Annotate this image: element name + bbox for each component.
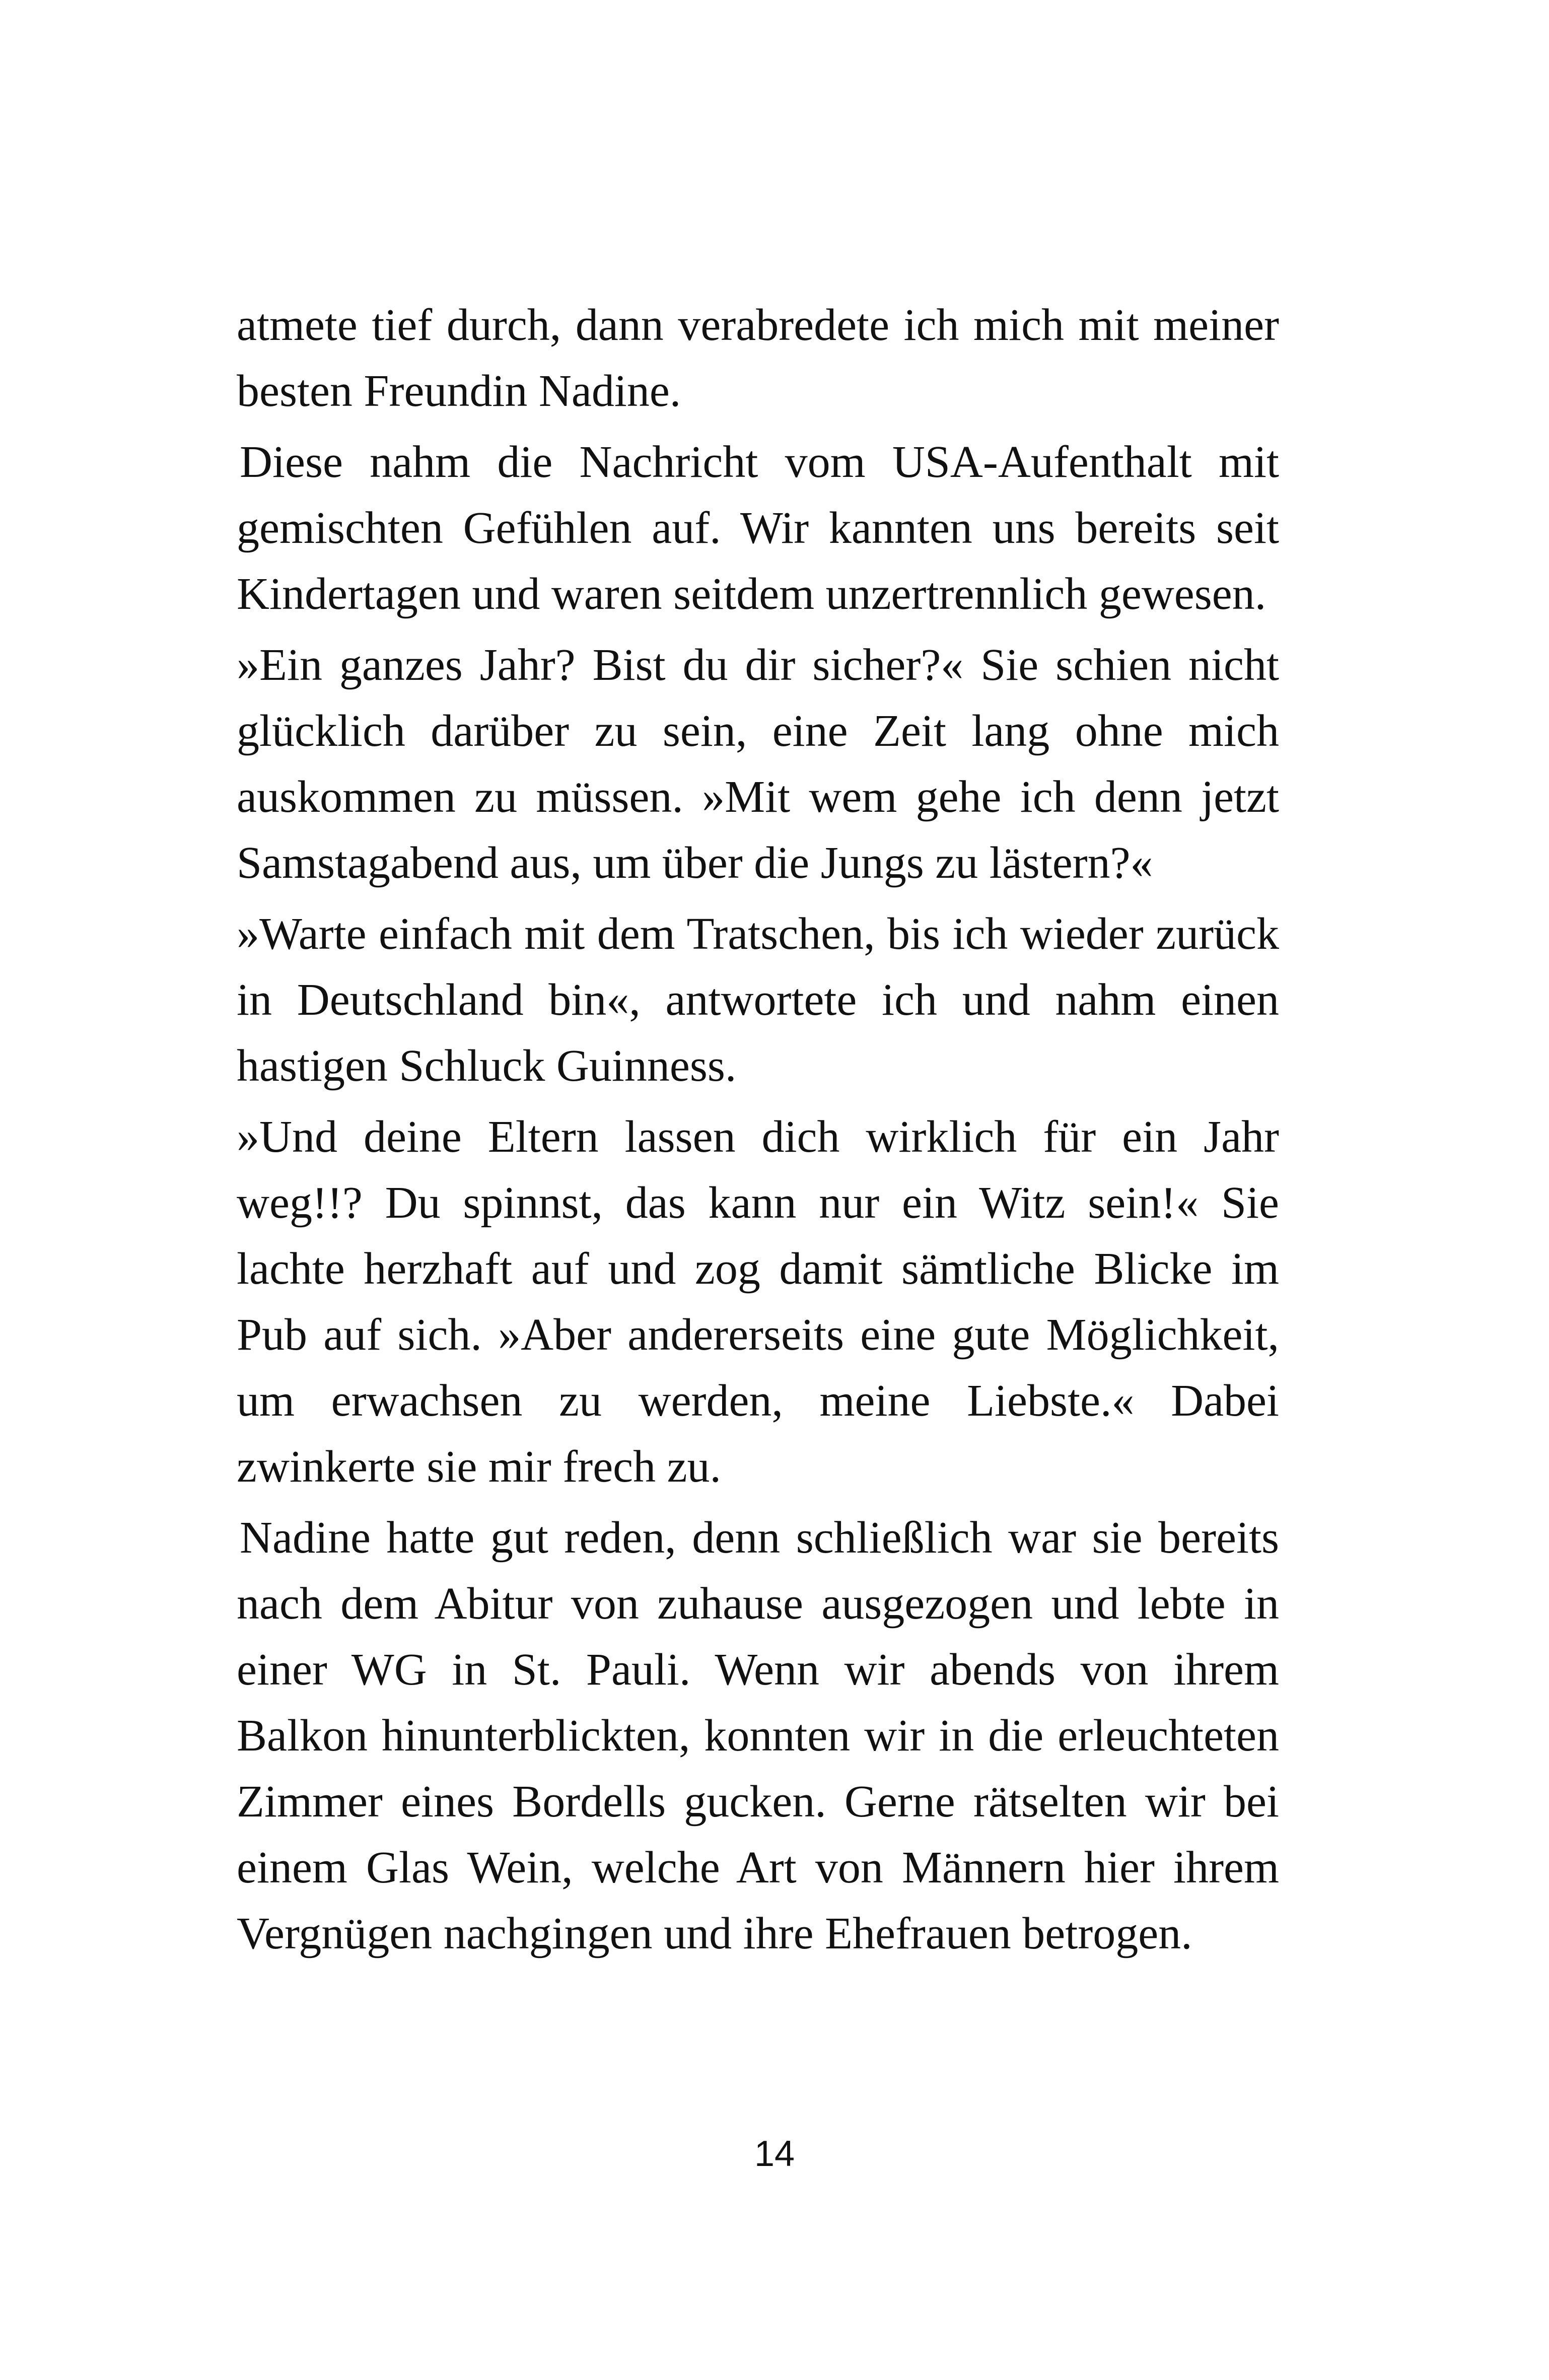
paragraph: Diese nahm die Nachricht vom USA-Aufenthalt mit gemischten Gefühlen auf. Wir kannten uns bereits seit Kindertagen und waren seitdem unzertrennlich gewesen. [237, 437, 1279, 619]
paragraph: atmete tief durch, dann verabredete ich mich mit meiner besten Freundin Nadine. [237, 300, 1279, 416]
paragraph: »Und deine Eltern lassen dich wirklich für ein Jahr weg!!? Du spinnst, das kann nur ein Witz sein!« Sie lachte herzhaft auf und zog damit sämtliche Blicke im Pub auf sich. »Aber andererseits eine gute Möglichkeit, um erwachsen zu werden, meine Liebste.« Dabei zwinkerte sie mir frech zu. [237, 1112, 1279, 1492]
body-text [237, 292, 1279, 1972]
paragraph: »Ein ganzes Jahr? Bist du dir sicher?« Sie schien nicht glücklich darüber zu sein, eine Zeit lang ohne mich auskommen zu müssen. »Mit wem gehe ich denn jetzt Samstagabend aus, um über die Jungs zu lästern?« [237, 640, 1279, 888]
paragraph: »Warte einfach mit dem Tratschen, bis ich wieder zurück in Deutschland bin«, antwortete ich und nahm einen hastigen Schluck Guinness. [237, 909, 1279, 1091]
paragraph: Nadine hatte gut reden, denn schließlich war sie bereits nach dem Abitur von zuhause ausgezogen und lebte in einer WG in St. Pauli. Wenn wir abends von ihrem Balkon hinunterblickten, konnten wir in die erleuchteten Zimmer eines Bordells gucken. Gerne rätselten wir bei einem Glas Wein, welche Art von Männern hier ihrem Vergnügen nachgingen und ihre Ehefrauen betrogen. [237, 1513, 1279, 1958]
page-number: 14 [754, 2134, 795, 2174]
